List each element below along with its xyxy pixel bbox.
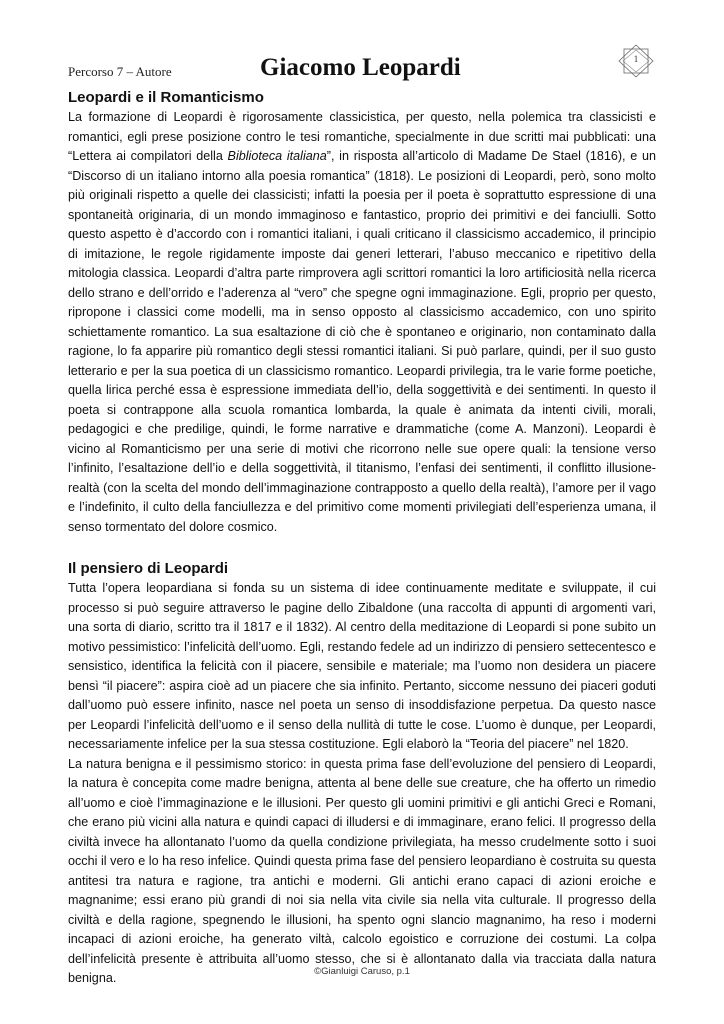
- page-title: Giacomo Leopardi: [260, 54, 461, 81]
- document-body: [68, 88, 656, 989]
- page-number: 1: [633, 54, 639, 64]
- italic-title: Biblioteca italiana: [227, 149, 327, 163]
- section-label: Percorso 7 – Autore: [68, 64, 172, 79]
- page-header: [68, 54, 658, 90]
- page-badge: [616, 44, 656, 78]
- paragraph: La formazione di Leopardi è rigorosamente classicistica, per questo, nella polemica tra classicisti e romantici, egli prese posizione contro le tesi romantiche, specialmente in due scritti mai pubblicati: una “Lettera ai compilatori della Biblioteca italiana”, in risposta all’articolo di Madame De Stael (1816), e un “Discorso di un italiano intorno alla poesia romantica” (1818). Le posizioni di Leopardi, però, sono molto più originali rispetto a quelle dei classicisti; infatti la poesia per il poeta è soprattutto espressione di una spontaneità originaria, di un mondo immaginoso e fantastico, proprio dei primitivi e dei fanciulli. Sotto questo aspetto è d’accordo con i romantici italiani, i quali criticano il classicismo accademico, il principio di imitazione, le regole rigidamente imposte dai generi letterari, l’abuso meccanico e ripetitivo della mitologia classica. Leopardi d’altra parte rimprovera agli scrittori romantici la loro artificiosità nella ricerca dello strano e dell’orrido e l’aderenza al “vero” che spegne ogni immaginazione. Egli, proprio per questo, ripropone i classici come modelli, ma in senso opposto al classicismo accademico, con uno spirito schiettamente romantico. La sua esaltazione di ciò che è spontaneo e originario, non contaminato dalla ragione, lo fa apparire più romantico degli stessi romantici italiani. Si può parlare, quindi, per il suo gusto letterario e per la sua poetica di un classicismo romantico. Leopardi privilegia, tra le varie forme poetiche, quella lirica perché essa è espressione immediata dell’io, della soggettività e dei sentimenti. In questo il poeta si contrappone alla scuola romantica lombarda, la quale è animata da intenti civili, morali, pedagogici e che predilige, quindi, le forme narrative e drammatiche (come A. Manzoni). Leopardi è vicino al Romanticismo per una serie di motivi che ricorrono nelle sue opere quali: la tensione verso l’infinito, l’esaltazione dell’io e della soggettività, il titanismo, l’enfasi dei sentimenti, il conflitto illusione-realtà (con la scelta del mondo dell’immaginazione contrapposto a quello della realtà), l’amore per il vago e l’indefinito, il culto della fanciullezza e del primitivo come momenti privilegiati dell’esperienza umana, il senso tormentato del dolore cosmico.: [68, 110, 656, 534]
- section-heading: Leopardi e il Romanticismo: [68, 89, 264, 106]
- page-footer: ©Gianluigi Caruso, p.1: [314, 966, 410, 977]
- paragraph: La natura benigna e il pessimismo storico: in questa prima fase dell’evoluzione del pensiero di Leopardi, la natura è concepita come madre benigna, attenta al bene delle sue creature, che ha offerto un rimedio all’uomo e cioè l’immaginazione e le illusioni. Per questo gli uomini primitivi e gli antichi Greci e Romani, che erano più vicini alla natura e quindi capaci di illudersi e di immaginare, erano felici. Il progresso della civiltà invece ha allontanato l’uomo da quella condizione privilegiata, ha messo crudelmente sotto i suoi occhi il vero e lo ha reso infelice. Quindi questa prima fase del pensiero leopardiano è costruita su questa antitesi tra natura e ragione, tra antichi e moderni. Gli antichi erano capaci di azioni eroiche e magnanime; essi erano più grandi di noi sia nella vita civile sia nella vita culturale. Il progresso della civiltà e della ragione, spegnendo le illusioni, ha spento ogni slancio magnanimo, ha reso i moderni incapaci di azioni eroiche, ha generato viltà, calcolo egoistico e corruzione dei costumi. La colpa dell’infelicità presente è attribuita all’uomo stesso, che si è allontanato dalla via tracciata dalla natura benigna.: [68, 756, 656, 985]
- paragraph: Tutta l’opera leopardiana si fonda su un sistema di idee continuamente meditate e sviluppate, il cui processo si può seguire attraverso le pagine dello Zibaldone (una raccolta di appunti di argomenti vari, una sorta di diario, scritto tra il 1817 e il 1832). Al centro della meditazione di Leopardi si pone subito un motivo pessimistico: l’infelicità dell’uomo. Egli, restando fedele ad un indirizzo di pensiero settecentesco e sensistico, identifica la felicità con il piacere, sensibile e materiale; ma l’uomo non desidera un piacere bensì “il piacere”: aspira cioè ad un piacere che sia infinito. Pertanto, siccome nessuno dei piaceri goduti dall’uomo può essere infinito, nasce nel poeta un senso di insoddisfazione perpetua. Da questo nasce per Leopardi l’infelicità dell’uomo e il senso della nullità di tutte le cose. L’uomo è dunque, per Leopardi, necessariamente infelice per la sua stessa costituzione. Egli elaborò la “Teoria del piacere” nel 1820.: [68, 581, 657, 751]
- section-heading: Il pensiero di Leopardi: [68, 560, 229, 577]
